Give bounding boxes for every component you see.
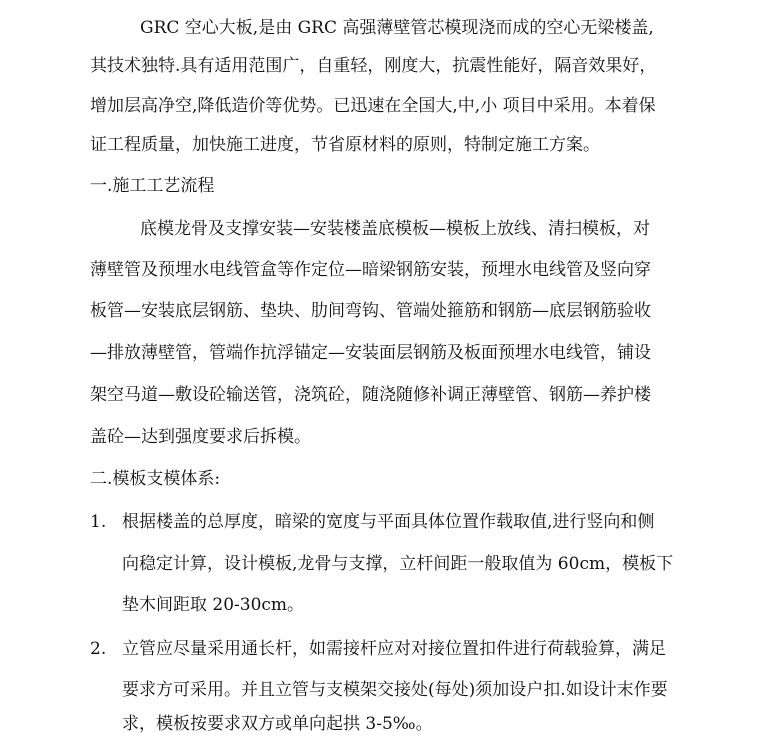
process-line: 架空马道—敷设砼输送管，浇筑砼，随浇随修补调正薄壁管、钢筋—养护楼 bbox=[90, 385, 651, 405]
list-item-line: 根据楼盖的总厚度，暗梁的宽度与平面具体位置作载取值,进行竖向和侧 bbox=[122, 512, 655, 532]
process-line: 底模龙骨及支撑安装—安装楼盖底模板—模板上放线、清扫模板，对 bbox=[140, 219, 650, 239]
process-line: 盖砼—达到强度要求后拆模。 bbox=[90, 427, 311, 447]
list-item-line: 向稳定计算，设计模板,龙骨与支撑，立杆间距一般取值为 60cm，模板下 bbox=[122, 554, 674, 574]
intro-line: 增加层高净空,降低造价等优势。已迅速在全国大,中,小 项目中采用。本着保 bbox=[90, 96, 656, 116]
list-item-line: 要求方可采用。并且立管与支模架交接处(每处)须加设户扣.如设计末作要 bbox=[122, 680, 668, 700]
section-heading-formwork: 二.模板支模体系: bbox=[90, 469, 221, 489]
process-line: —排放薄壁管，管端作抗浮锚定—安装面层钢筋及板面预埋水电线管，铺设 bbox=[90, 343, 651, 363]
process-line: 薄壁管及预埋水电线管盒等作定位—暗梁钢筋安装，预埋水电线管及竖向穿 bbox=[90, 260, 651, 280]
list-item-line: 垫木间距取 20-30cm。 bbox=[122, 595, 305, 615]
intro-line: 其技术独特.具有适用范围广，自重轻，刚度大，抗震性能好，隔音效果好， bbox=[90, 56, 657, 76]
list-item-line: 立管应尽量采用通长杆，如需接杆应对对接位置扣件进行荷载验算，满足 bbox=[122, 639, 666, 659]
process-line: 板管—安装底层钢筋、垫块、肋间弯钩、管端处箍筋和钢筋—底层钢筋验收 bbox=[90, 301, 651, 321]
intro-line: GRC 空心大板,是由 GRC 高强薄壁管芯模现浇而成的空心无梁楼盖, bbox=[140, 18, 654, 38]
intro-line: 证工程质量，加快施工进度，节省原材料的原则，特制定施工方案。 bbox=[90, 135, 600, 155]
list-item-line: 求，模板按要求双方或单向起拱 3-5‰。 bbox=[122, 714, 433, 734]
section-heading-process: 一.施工工艺流程 bbox=[90, 176, 215, 196]
list-item-number: 2. bbox=[90, 639, 107, 659]
list-item-number: 1. bbox=[90, 512, 107, 532]
